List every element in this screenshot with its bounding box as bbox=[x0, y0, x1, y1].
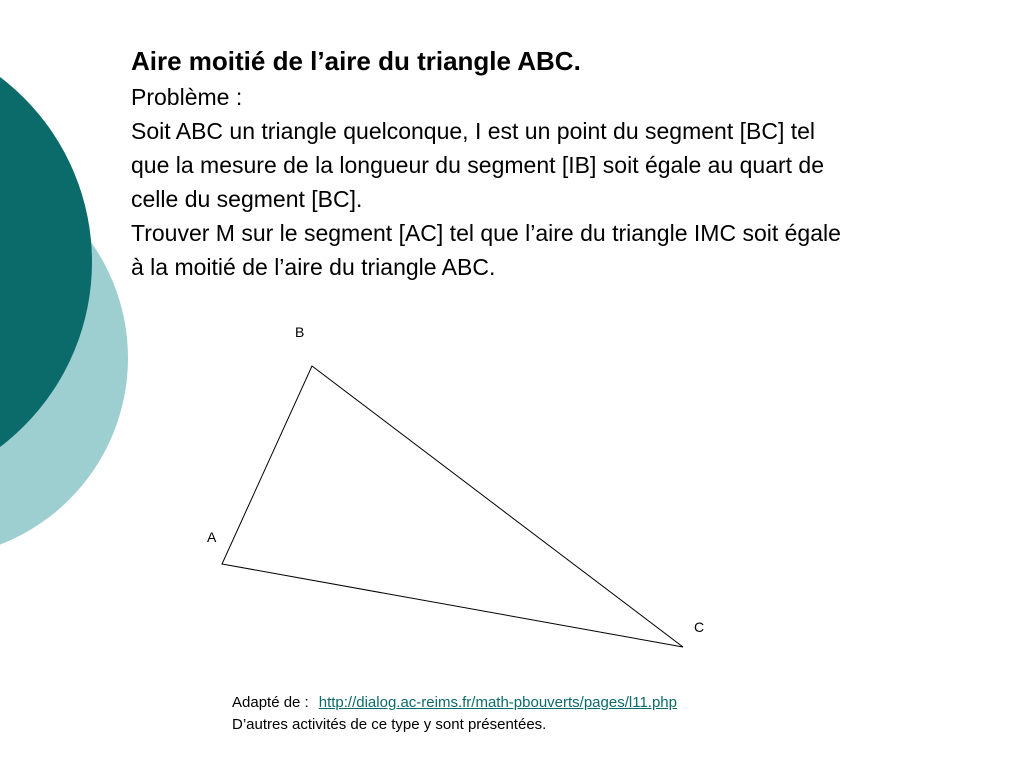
vertex-label-c: C bbox=[694, 619, 705, 635]
source-block bbox=[232, 692, 677, 736]
source-link[interactable]: http://dialog.ac-reims.fr/math-pbouverts/pages/l11.php bbox=[318, 694, 677, 711]
vertex-label-b: B bbox=[295, 324, 305, 340]
problem-heading: Problème : bbox=[131, 84, 243, 110]
statement-line: Soit ABC un triangle quelconque, I est un point du segment [BC] tel bbox=[131, 118, 816, 144]
statement-line: à la moitié de l’aire du triangle ABC. bbox=[131, 254, 496, 280]
statement-line: celle du segment [BC]. bbox=[131, 186, 363, 212]
vertex-label-a: A bbox=[207, 529, 217, 545]
triangle-abc bbox=[222, 366, 683, 647]
statement-line: Trouver M sur le segment [AC] tel que l’aire du triangle IMC soit égale bbox=[131, 220, 841, 246]
source-note: D’autres activités de ce type y sont présentées. bbox=[232, 716, 547, 733]
statement-line: que la mesure de la longueur du segment [IB] soit égale au quart de bbox=[131, 152, 825, 178]
source-line bbox=[232, 692, 677, 714]
source-prefix: Adapté de : bbox=[232, 694, 309, 711]
slide-title: Aire moitié de l’aire du triangle ABC. bbox=[131, 46, 581, 76]
